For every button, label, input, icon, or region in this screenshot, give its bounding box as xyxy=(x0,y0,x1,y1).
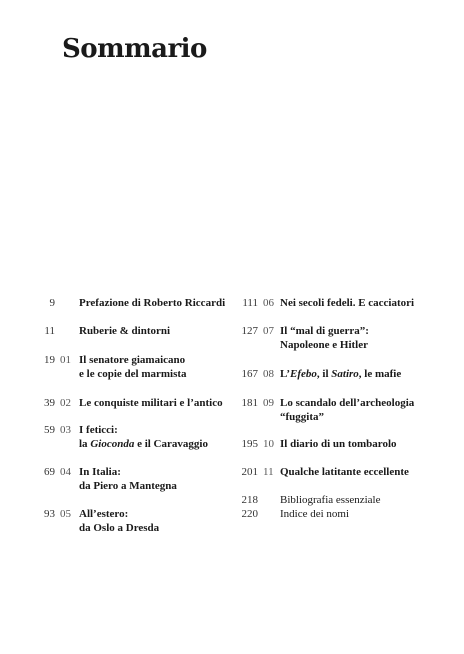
toc-title-line: I feticci: xyxy=(79,424,118,436)
toc-title-line: da Piero a Mantegna xyxy=(79,480,177,492)
toc-page: 111 xyxy=(242,297,258,309)
toc-title xyxy=(79,353,187,381)
toc-title-line: Il “mal di guerra”: xyxy=(280,325,369,337)
toc-title xyxy=(79,324,170,338)
toc-title-line: Bibliografia essenziale xyxy=(280,494,381,506)
toc-title xyxy=(280,437,397,451)
toc-page: 39 xyxy=(44,397,55,409)
toc-page: 59 xyxy=(44,424,55,436)
toc-title-line: All’estero: xyxy=(79,508,129,520)
toc-chapter-number: 02 xyxy=(60,397,71,409)
toc-chapter-number: 05 xyxy=(60,508,71,520)
toc-title-line: “fuggita” xyxy=(280,411,324,423)
toc-title xyxy=(280,296,414,310)
toc-page: 19 xyxy=(44,354,55,366)
toc-title xyxy=(280,324,369,352)
toc-chapter-number: 10 xyxy=(263,438,274,450)
toc-title xyxy=(280,493,381,507)
toc-title xyxy=(280,367,401,381)
toc-title-line: Indice dei nomi xyxy=(280,508,350,520)
toc-page: 218 xyxy=(241,494,258,506)
toc-title-line: L’Efebo, il Satiro, le mafie xyxy=(280,368,402,380)
toc-chapter-number: 11 xyxy=(263,466,274,478)
toc-title xyxy=(79,296,225,310)
toc-page: 220 xyxy=(241,508,258,520)
toc-page: 195 xyxy=(241,438,258,450)
toc-title-line: Le conquiste militari e l’antico xyxy=(79,397,223,409)
toc-page: 9 xyxy=(49,297,55,309)
toc-page: 11 xyxy=(44,325,55,337)
toc-chapter-number: 06 xyxy=(263,297,274,309)
toc-chapter-number: 07 xyxy=(263,325,274,337)
toc-title-line: Il diario di un tombarolo xyxy=(280,438,397,450)
toc-title xyxy=(79,423,208,451)
toc-title-line: Nei secoli fedeli. E cacciatori xyxy=(280,297,415,309)
toc-title xyxy=(280,465,409,479)
toc-title-line: e le copie del marmista xyxy=(79,368,187,380)
toc-title-line: Ruberie & dintorni xyxy=(79,325,171,337)
toc-chapter-number: 01 xyxy=(60,354,71,366)
toc-title-line: Lo scandalo dell’archeologia xyxy=(280,397,415,409)
toc-title-line: Napoleone e Hitler xyxy=(280,339,368,351)
toc-title xyxy=(79,507,159,535)
toc-title xyxy=(79,396,223,410)
toc-page: 93 xyxy=(44,508,55,520)
toc-title xyxy=(280,507,349,521)
toc-chapter-number: 03 xyxy=(60,424,71,436)
toc-title-line: da Oslo a Dresda xyxy=(79,522,160,534)
toc-title-line: Il senatore giamaicano xyxy=(79,354,186,366)
toc-title xyxy=(79,465,177,493)
toc-page: 127 xyxy=(241,325,258,337)
toc-title-line: la Gioconda e il Caravaggio xyxy=(79,438,208,450)
page-title: Sommario xyxy=(62,34,207,64)
toc-title-line: In Italia: xyxy=(79,466,121,478)
toc-chapter-number: 09 xyxy=(263,397,274,409)
toc-title xyxy=(280,396,414,424)
toc-page: 69 xyxy=(44,466,55,478)
toc-chapter-number: 04 xyxy=(60,466,71,478)
toc-page: 201 xyxy=(241,466,258,478)
toc-chapter-number: 08 xyxy=(263,368,274,380)
toc-page: 167 xyxy=(241,368,258,380)
toc-title-line: Qualche latitante eccellente xyxy=(280,466,409,478)
toc-page: 181 xyxy=(241,397,258,409)
toc-title-line: Prefazione di Roberto Riccardi xyxy=(79,297,226,309)
